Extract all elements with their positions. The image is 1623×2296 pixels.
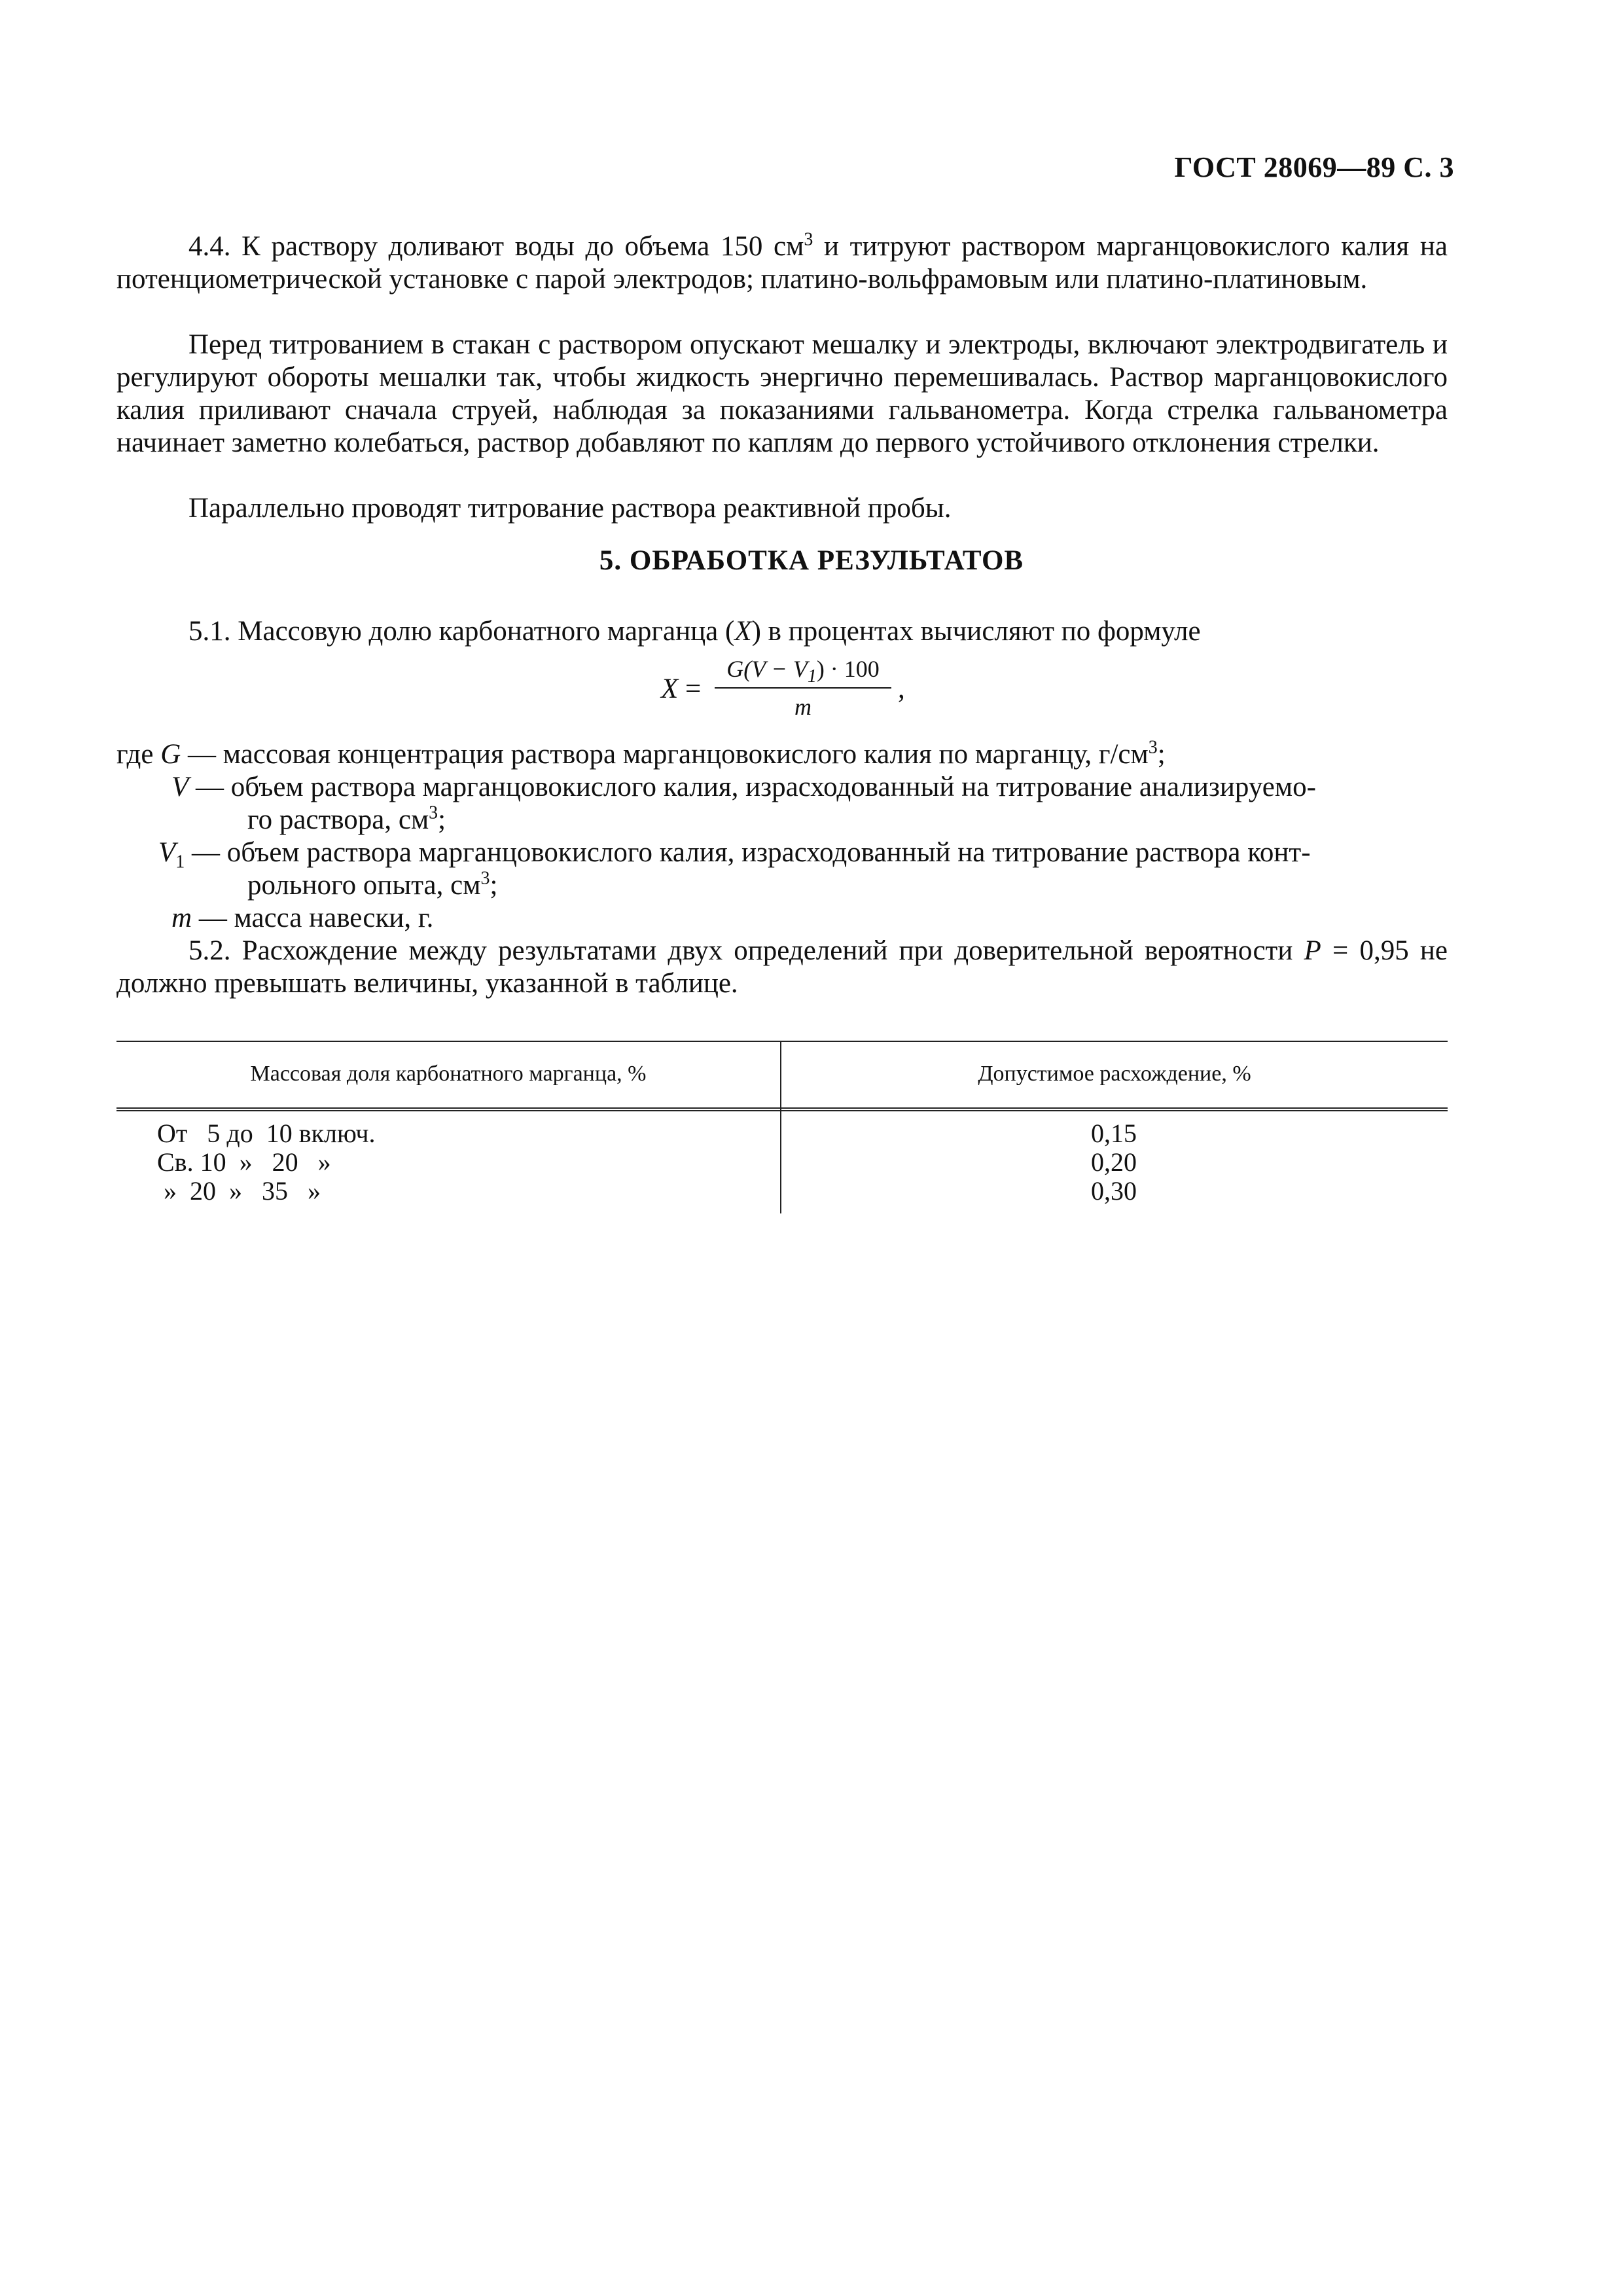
definition-v-continued: го раствора, $см^3$; xyxy=(247,802,446,835)
table-cell-range: Св. 10 » 20 » xyxy=(157,1147,331,1177)
formula-denominator: m xyxy=(794,694,812,720)
formula-comma: , xyxy=(898,673,905,704)
formula-lhs: X = xyxy=(661,673,702,704)
paragraph-4-4: 4.4. К раствору доливают воды до объема 150 $см^3$ и титруют раствором марганцовокислого калия на потенциометрической установке с парой электродов; платино-вольфрамовым или платино-платиновым. xyxy=(116,229,1448,295)
section-title: 5. ОБРАБОТКА РЕЗУЛЬТАТОВ xyxy=(599,545,1024,576)
tolerance-table xyxy=(116,1041,1448,1211)
fraction-bar xyxy=(715,687,891,689)
definition-v1: $V_1$ — объем раствора марганцовокислого калия, израсходованный на титрование раствора конт- xyxy=(158,837,1311,872)
definition-v1-continued: рольного опыта, $см^3$; xyxy=(247,868,498,901)
table-cell-range: От 5 до 10 включ. xyxy=(157,1119,376,1148)
formula-numerator: $G(V - V_1) \cdot 100$ xyxy=(726,656,880,687)
table-cell-range: » 20 » 35 » xyxy=(157,1176,321,1206)
table-top-rule xyxy=(116,1041,1448,1042)
definition-g: где G — массовая концентрация раствора марганцовокислого калия по марганцу, $г/см^3$; xyxy=(116,737,1166,770)
table-cell-value: 0,15 xyxy=(1091,1119,1137,1148)
definition-v: V — объем раствора марганцовокислого калия, израсходованный на титрование анализируемо- xyxy=(171,772,1316,802)
paragraph-5-2: 5.2. Расхождение между результатами двух определений при доверительной вероятности P = 0,95 не должно превышать величины, указанной в таблице. xyxy=(116,935,1448,999)
paragraph-parallel-titration: Параллельно проводят титрование раствора реактивной пробы. xyxy=(188,493,952,524)
paragraph-5-1: 5.1. Массовую долю карбонатного марганца (X) в процентах вычисляют по формуле xyxy=(188,616,1201,647)
table-header-mass-fraction: Массовая доля карбонатного марганца, % xyxy=(250,1062,647,1086)
definition-m: m — масса навески, г. xyxy=(171,903,434,933)
page-header: ГОСТ 28069—89 С. 3 xyxy=(1174,151,1454,183)
table-header-rule xyxy=(116,1107,1448,1111)
table-cell-value: 0,30 xyxy=(1091,1176,1137,1206)
paragraph-titration-procedure: Перед титрованием в стакан с раствором опускают мешалку и электроды, включают электродвигатель и регулируют обороты мешалки так, чтобы жидкость энергично перемешивалась. Раствор марганцовокислого калия приливают сначала струей, наблюдая за показаниями гальванометра. Когда стрелка гальванометра начинает заметно колебаться, раствор добавляют по каплям до первого устойчивого отклонения стрелки. xyxy=(116,329,1448,458)
table-cell-value: 0,20 xyxy=(1091,1147,1137,1177)
formula-fraction xyxy=(715,655,891,721)
table-header-tolerance: Допустимое расхождение, % xyxy=(978,1062,1251,1086)
